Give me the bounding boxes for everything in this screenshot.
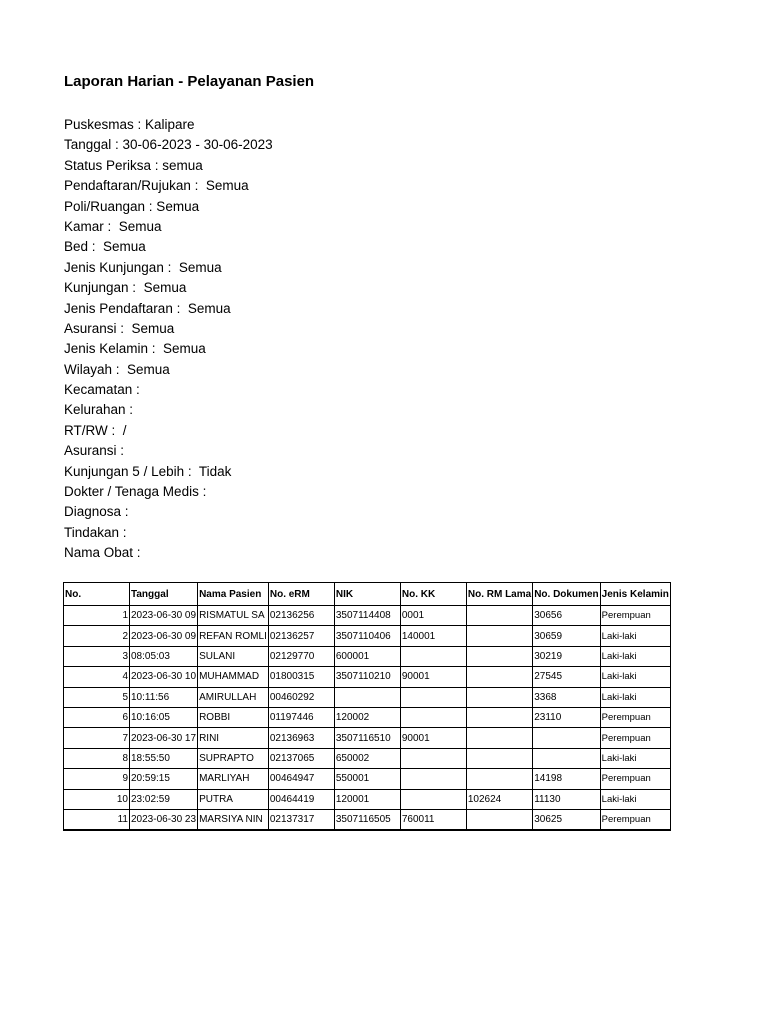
patient-service-table — [63, 582, 671, 831]
col-tanggal-cell: 2023-06-30 09 — [130, 626, 198, 646]
col-nama-pasien-cell: MUHAMMAD — [198, 667, 269, 687]
col-no-dokumen-cell — [533, 728, 600, 748]
col-no-dokumen-cell: 30656 — [533, 606, 600, 626]
filter-line: Nama Obat : — [64, 545, 141, 561]
col-no-dokumen-cell: 3368 — [533, 687, 600, 707]
col-no-rm-lama-cell: 102624 — [466, 789, 532, 809]
filter-line: Asuransi : — [64, 443, 125, 459]
col-jenis-kelamin-cell: Laki-laki — [600, 626, 670, 646]
col-no-rm-lama-cell — [466, 667, 532, 687]
filter-line: Asuransi : Semua — [64, 320, 175, 336]
col-nama-pasien-cell: AMIRULLAH — [198, 687, 269, 707]
col-no-erm-cell: 02137065 — [268, 748, 334, 768]
col-no-rm-lama-cell — [466, 707, 532, 727]
col-no-cell: 9 — [64, 769, 130, 789]
col-no-dokumen-cell: 23110 — [533, 707, 600, 727]
table-body — [64, 606, 671, 831]
col-jenis-kelamin-header: Jenis Kelamin — [600, 583, 670, 606]
col-no-dokumen-cell: 30659 — [533, 626, 600, 646]
col-nama-pasien-cell: REFAN ROMLI — [198, 626, 269, 646]
col-no-cell: 2 — [64, 626, 130, 646]
col-nama-pasien-cell: PUTRA — [198, 789, 269, 809]
col-no-erm-cell: 00464419 — [268, 789, 334, 809]
col-no-cell: 3 — [64, 646, 130, 666]
col-no-erm-cell: 02136256 — [268, 606, 334, 626]
col-no-kk-cell: 90001 — [400, 667, 466, 687]
col-tanggal-cell: 18:55:50 — [130, 748, 198, 768]
col-nik-cell: 3507116510 — [334, 728, 400, 748]
col-no-cell: 5 — [64, 687, 130, 707]
col-no-dokumen-cell: 14198 — [533, 769, 600, 789]
table-row — [64, 687, 671, 707]
col-nama-pasien-cell: RISMATUL SA — [198, 606, 269, 626]
col-nik-header: NIK — [334, 583, 400, 606]
table-row — [64, 667, 671, 687]
table-row — [64, 646, 671, 666]
col-nama-pasien-cell: SULANI — [198, 646, 269, 666]
filter-line: Status Periksa : semua — [64, 157, 203, 173]
col-no-dokumen-cell: 27545 — [533, 667, 600, 687]
col-no-erm-cell: 02137317 — [268, 809, 334, 830]
col-no-kk-header: No. KK — [400, 583, 466, 606]
col-no-erm-cell: 00464947 — [268, 769, 334, 789]
col-no-erm-header: No. eRM — [268, 583, 334, 606]
filter-line: Poli/Ruangan : Semua — [64, 198, 200, 214]
col-no-kk-cell: 90001 — [400, 728, 466, 748]
col-no-kk-cell — [400, 646, 466, 666]
table-row — [64, 707, 671, 727]
col-no-rm-lama-cell — [466, 687, 532, 707]
col-no-cell: 11 — [64, 809, 130, 830]
col-no-erm-cell: 01197446 — [268, 707, 334, 727]
filter-line: Jenis Kunjungan : Semua — [64, 259, 222, 275]
col-no-rm-lama-cell — [466, 748, 532, 768]
report-title: Laporan Harian - Pelayanan Pasien — [64, 73, 315, 90]
col-no-cell: 8 — [64, 748, 130, 768]
col-nik-cell — [334, 687, 400, 707]
filter-line: Jenis Kelamin : Semua — [64, 341, 206, 357]
filter-list — [64, 115, 273, 564]
filter-line: Kelurahan : — [64, 402, 134, 418]
col-nik-cell: 120002 — [334, 707, 400, 727]
col-no-erm-cell: 02129770 — [268, 646, 334, 666]
col-tanggal-cell: 2023-06-30 23 — [130, 809, 198, 830]
col-no-erm-cell: 02136257 — [268, 626, 334, 646]
col-nik-cell: 3507110210 — [334, 667, 400, 687]
col-jenis-kelamin-cell: Laki-laki — [600, 667, 670, 687]
col-tanggal-cell: 2023-06-30 10 — [130, 667, 198, 687]
col-no-kk-cell — [400, 687, 466, 707]
filter-line: Puskesmas : Kalipare — [64, 117, 195, 132]
col-tanggal-cell: 2023-06-30 17 — [130, 728, 198, 748]
col-no-rm-lama-cell — [466, 769, 532, 789]
col-nik-cell: 120001 — [334, 789, 400, 809]
col-jenis-kelamin-cell: Perempuan — [600, 707, 670, 727]
filter-line: Dokter / Tenaga Medis : — [64, 484, 207, 500]
filter-line: Pendaftaran/Rujukan : Semua — [64, 178, 249, 194]
col-tanggal-cell: 20:59:15 — [130, 769, 198, 789]
col-no-rm-lama-cell — [466, 606, 532, 626]
col-nik-cell: 600001 — [334, 646, 400, 666]
col-no-kk-cell: 0001 — [400, 606, 466, 626]
filter-line: Kunjungan 5 / Lebih : Tidak — [64, 463, 232, 479]
table-row — [64, 769, 671, 789]
table-row — [64, 809, 671, 830]
table-row — [64, 728, 671, 748]
col-no-rm-lama-header: No. RM Lama — [466, 583, 532, 606]
col-no-kk-cell — [400, 748, 466, 768]
col-no-header: No. — [64, 583, 130, 606]
col-no-rm-lama-cell — [466, 809, 532, 830]
col-nik-cell: 550001 — [334, 769, 400, 789]
filter-line: Wilayah : Semua — [64, 361, 170, 377]
col-no-dokumen-cell: 30625 — [533, 809, 600, 830]
col-jenis-kelamin-cell: Perempuan — [600, 728, 670, 748]
col-nama-pasien-cell: ROBBI — [198, 707, 269, 727]
table-row — [64, 626, 671, 646]
col-no-dokumen-cell: 11130 — [533, 789, 600, 809]
filter-line: Jenis Pendaftaran : Semua — [64, 300, 231, 316]
col-nama-pasien-cell: MARLIYAH — [198, 769, 269, 789]
col-no-erm-cell: 01800315 — [268, 667, 334, 687]
col-no-rm-lama-cell — [466, 728, 532, 748]
col-no-kk-cell — [400, 769, 466, 789]
col-tanggal-header: Tanggal — [130, 583, 198, 606]
col-jenis-kelamin-cell: Laki-laki — [600, 789, 670, 809]
filter-line: Tindakan : — [64, 524, 127, 540]
col-no-erm-cell: 00460292 — [268, 687, 334, 707]
table-row — [64, 606, 671, 626]
col-no-kk-cell: 760011 — [400, 809, 466, 830]
filter-line: RT/RW : / — [64, 422, 127, 438]
col-no-rm-lama-cell — [466, 646, 532, 666]
col-no-cell: 7 — [64, 728, 130, 748]
col-no-erm-cell: 02136963 — [268, 728, 334, 748]
table-row — [64, 748, 671, 768]
col-nik-cell: 3507116505 — [334, 809, 400, 830]
col-no-cell: 1 — [64, 606, 130, 626]
col-jenis-kelamin-cell: Laki-laki — [600, 646, 670, 666]
col-no-dokumen-cell: 30219 — [533, 646, 600, 666]
col-no-kk-cell — [400, 789, 466, 809]
filter-line: Kunjungan : Semua — [64, 280, 187, 296]
table-row — [64, 789, 671, 809]
filter-line: Tanggal : 30-06-2023 - 30-06-2023 — [64, 137, 273, 153]
col-nik-cell: 650002 — [334, 748, 400, 768]
col-nama-pasien-cell: MARSIYA NIN — [198, 809, 269, 830]
table-header-row — [64, 583, 671, 606]
col-tanggal-cell: 2023-06-30 09 — [130, 606, 198, 626]
col-nik-cell: 3507110406 — [334, 626, 400, 646]
col-jenis-kelamin-cell: Perempuan — [600, 769, 670, 789]
col-tanggal-cell: 08:05:03 — [130, 646, 198, 666]
col-no-dokumen-header: No. Dokumen — [533, 583, 600, 606]
filter-line: Kamar : Semua — [64, 218, 162, 234]
col-nama-pasien-cell: SUPRAPTO — [198, 748, 269, 768]
col-jenis-kelamin-cell: Perempuan — [600, 606, 670, 626]
col-no-cell: 4 — [64, 667, 130, 687]
col-nama-pasien-header: Nama Pasien — [198, 583, 269, 606]
col-no-cell: 10 — [64, 789, 130, 809]
col-tanggal-cell: 10:11:56 — [130, 687, 198, 707]
filter-line: Bed : Semua — [64, 239, 146, 255]
filter-line: Kecamatan : — [64, 382, 140, 398]
col-no-dokumen-cell — [533, 748, 600, 768]
col-jenis-kelamin-cell: Perempuan — [600, 809, 670, 830]
col-jenis-kelamin-cell: Laki-laki — [600, 748, 670, 768]
col-nama-pasien-cell: RINI — [198, 728, 269, 748]
col-nik-cell: 3507114408 — [334, 606, 400, 626]
col-jenis-kelamin-cell: Laki-laki — [600, 687, 670, 707]
col-no-kk-cell — [400, 707, 466, 727]
col-no-cell: 6 — [64, 707, 130, 727]
col-no-kk-cell: 140001 — [400, 626, 466, 646]
col-tanggal-cell: 23:02:59 — [130, 789, 198, 809]
filter-line: Diagnosa : — [64, 504, 129, 520]
col-tanggal-cell: 10:16:05 — [130, 707, 198, 727]
col-no-rm-lama-cell — [466, 626, 532, 646]
